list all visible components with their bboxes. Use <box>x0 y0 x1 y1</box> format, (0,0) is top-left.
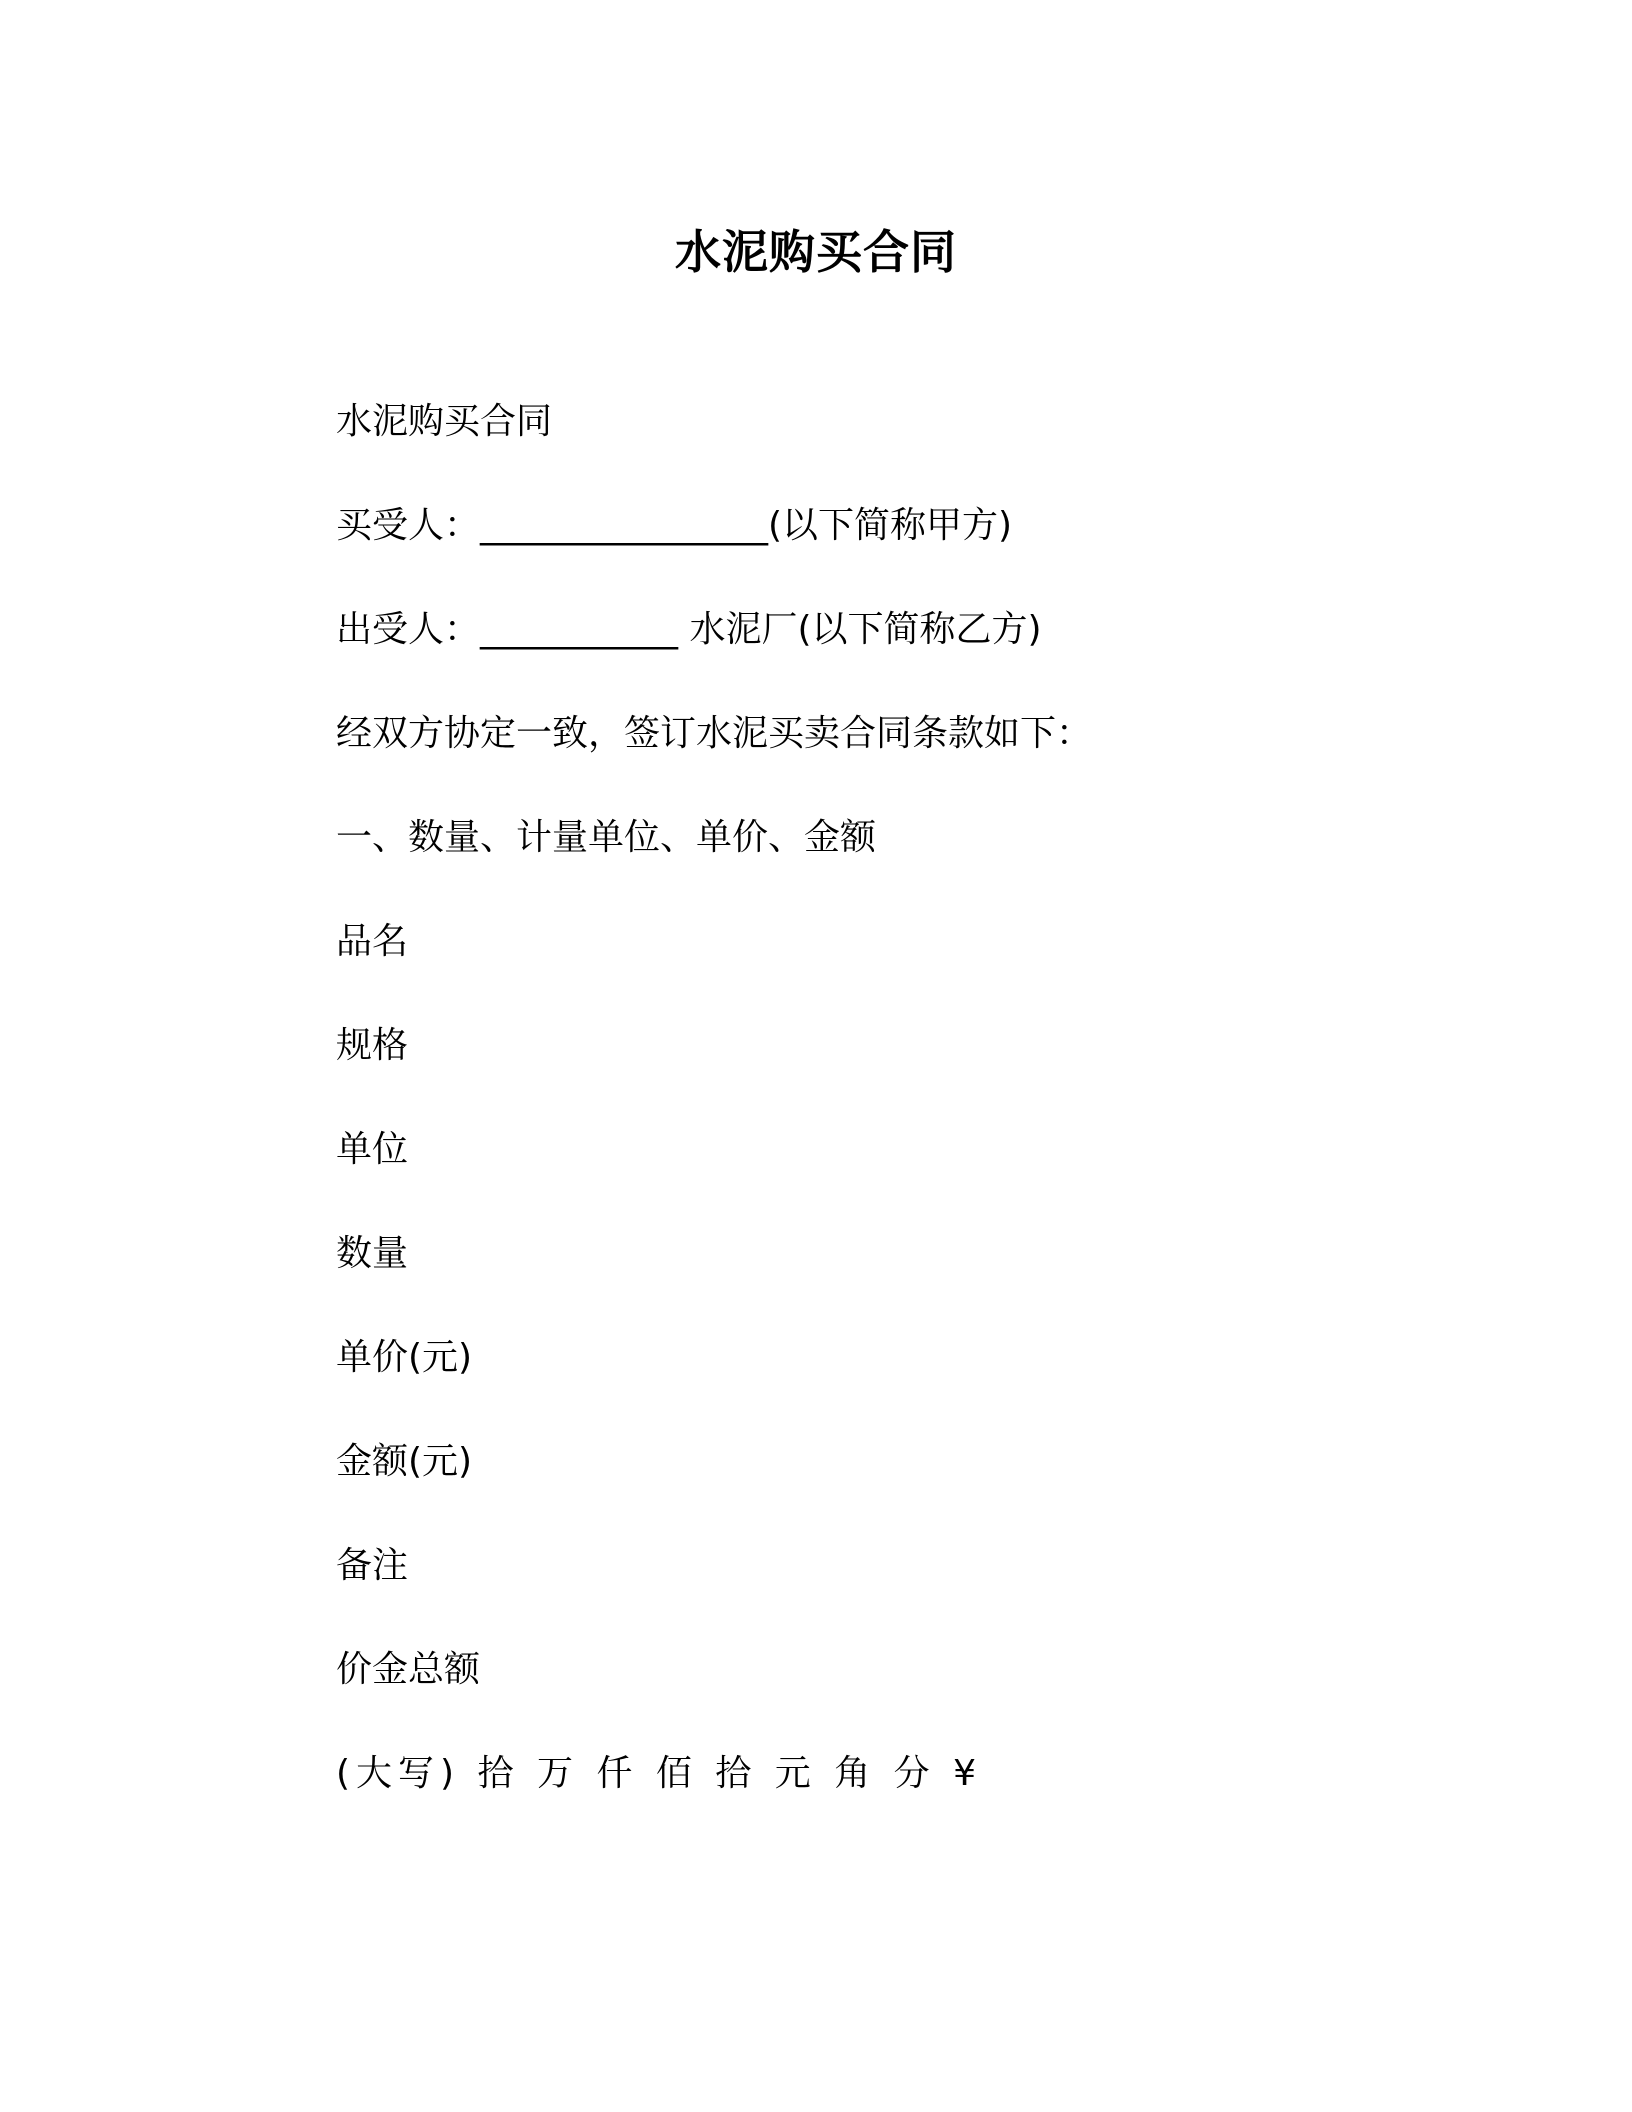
field-specification: 规格 <box>336 1025 409 1066</box>
buyer-line: 买受人：________________(以下简称甲方) <box>336 505 1013 546</box>
agreement-intro: 经双方协定一致，签订水泥买卖合同条款如下： <box>336 713 1093 754</box>
field-amount: 金额(元) <box>336 1441 473 1482</box>
document-body <box>336 392 1336 1848</box>
field-remarks: 备注 <box>336 1545 409 1586</box>
field-unit-price: 单价(元) <box>336 1337 473 1378</box>
field-quantity: 数量 <box>336 1233 409 1274</box>
section-one-heading: 一、数量、计量单位、单价、金额 <box>336 817 877 858</box>
seller-line: 出受人：___________ 水泥厂(以下简称乙方) <box>336 609 1042 650</box>
document-title: 水泥购买合同 <box>675 225 957 279</box>
total-in-words-line: (大写) 拾 万 仟 佰 拾 元 角 分 ¥ <box>336 1753 982 1794</box>
field-unit: 单位 <box>336 1129 409 1170</box>
field-total-price: 价金总额 <box>336 1649 481 1690</box>
field-product-name: 品名 <box>336 921 409 962</box>
contract-heading: 水泥购买合同 <box>336 401 553 442</box>
